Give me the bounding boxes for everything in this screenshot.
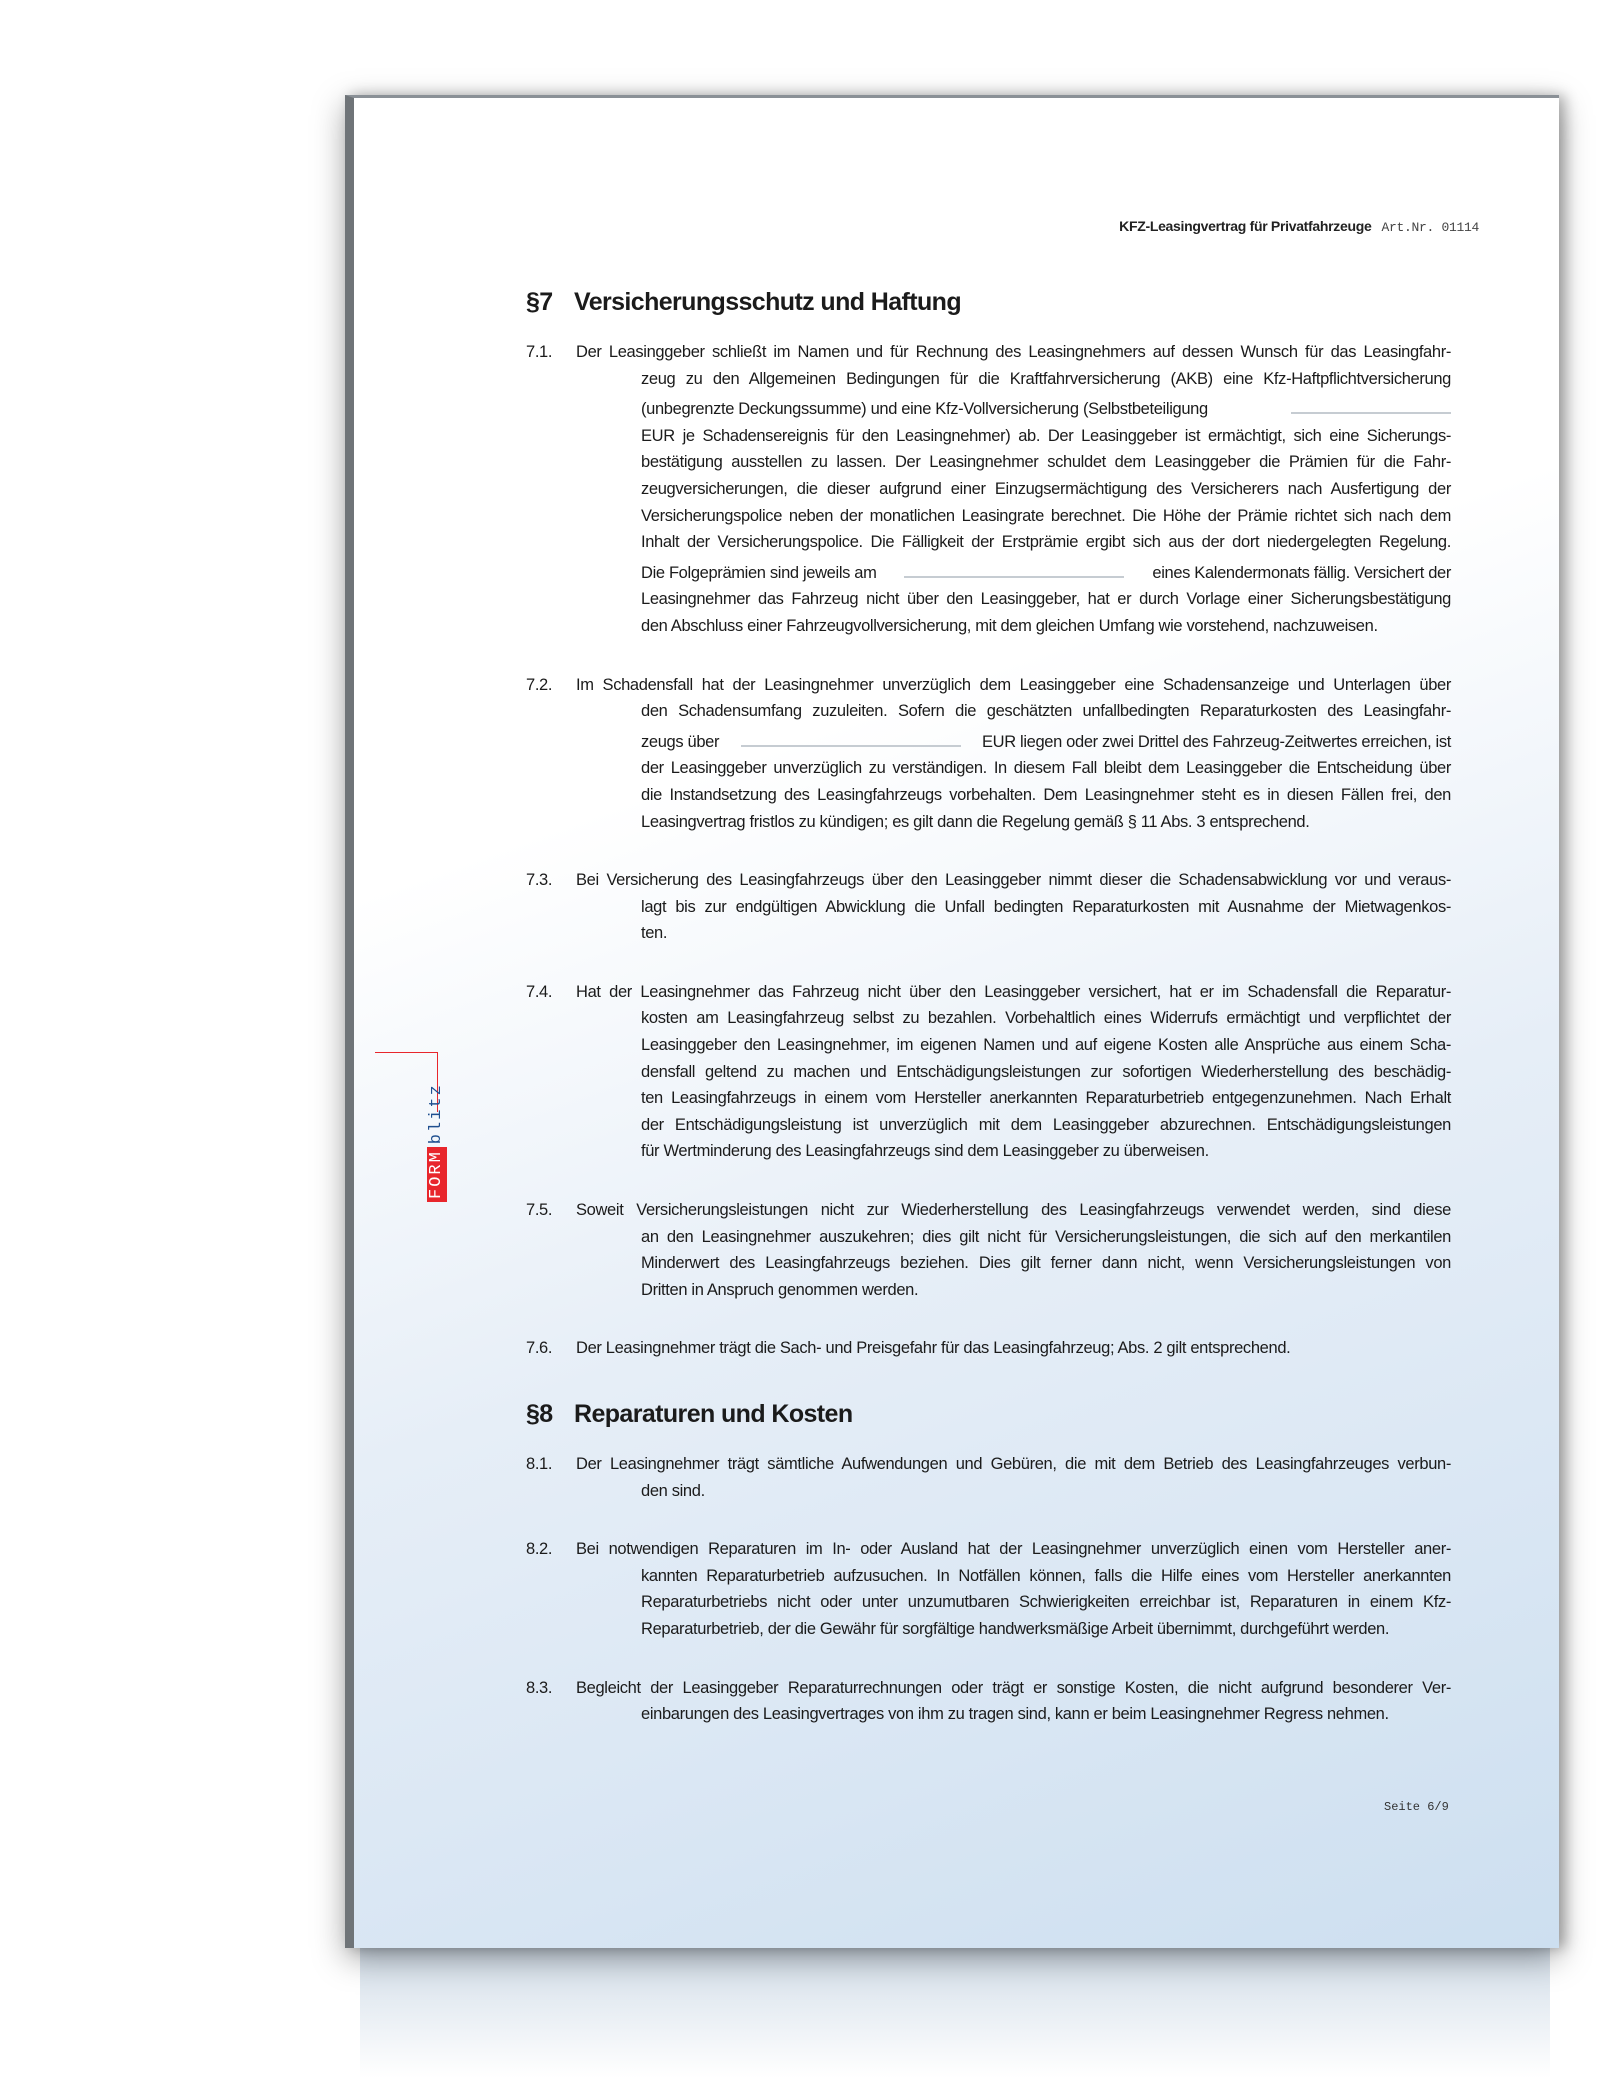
formblitz-logo xyxy=(415,1052,446,1202)
blank-input-field[interactable] xyxy=(741,725,961,747)
text-segment: zeugs über xyxy=(641,732,720,751)
document-header xyxy=(1119,218,1479,235)
text-line: den sind. xyxy=(641,1481,705,1500)
text-line: den Schadensumfang zuzuleiten. Sofern die geschätzten unfallbedingten Reparaturkosten des Leasingfahr- xyxy=(641,702,1451,721)
paragraph-number: 7.5. xyxy=(526,1201,553,1220)
text-line: Soweit Versicherungsleistungen nicht zur Wiederherstellung des Leasingfahrzeugs verwendet werden, sind diese xyxy=(576,1201,1451,1220)
paragraph-8-3 xyxy=(526,1675,1451,1728)
text-line: lagt bis zur endgültigen Abwicklung die Unfall bedingten Reparaturkosten mit Ausnahme der Mietwagenkos- xyxy=(641,897,1451,916)
document-page xyxy=(345,95,1559,1948)
page-number: Seite 6/9 xyxy=(1384,1800,1449,1814)
text-line: zeug zu den Allgemeinen Bedingungen für die Kraftfahrversicherung (AKB) eine Kfz-Haftpflichtversicherung xyxy=(641,369,1451,388)
text-line: bestätigung ausstellen zu lassen. Der Leasingnehmer schuldet dem Leasinggeber die Prämien für die Fahr- xyxy=(641,453,1451,472)
paragraph-number: 8.2. xyxy=(526,1540,553,1559)
text-line: einbarungen des Leasingvertrages von ihm zu tragen sind, kann er beim Leasingnehmer Regress nehmen. xyxy=(641,1705,1389,1724)
text-line: Leasingvertrag fristlos zu kündigen; es gilt dann die Regelung gemäß § 11 Abs. 3 entsprechend. xyxy=(641,812,1310,831)
text-line: die Instandsetzung des Leasingfahrzeugs vorbehalten. Dem Leasingnehmer steht es in diesen Fällen frei, den xyxy=(641,785,1451,804)
logo-form: FORM xyxy=(427,1147,447,1202)
section-title: Reparaturen und Kosten xyxy=(574,1400,853,1428)
text-line: Inhalt der Versicherungspolice. Die Fälligkeit der Erstprämie ergibt sich aus der dort niedergelegten Regelung. xyxy=(641,533,1451,552)
text-line: Der Leasingnehmer trägt die Sach- und Preisgefahr für das Leasingfahrzeug; Abs. 2 gilt entsprechend. xyxy=(576,1339,1291,1358)
paragraph-number: 7.6. xyxy=(526,1339,553,1358)
logo-text xyxy=(427,1080,447,1202)
text-line: Minderwert des Leasingfahrzeugs beziehen. Dies gilt ferner dann nicht, wenn Versicherungsleistungen von xyxy=(641,1254,1451,1273)
text-line: Reparaturbetrieb, der die Gewähr für sorgfältige handwerksmäßige Arbeit übernimmt, durchgeführt werden. xyxy=(641,1619,1390,1638)
text-line: densfall geltend zu machen und Entschädigungsleistungen zur sofortigen Wiederherstellung des beschädig- xyxy=(641,1062,1451,1081)
article-number: Art.Nr. 01114 xyxy=(1381,220,1479,235)
text-line: der Leasinggeber unverzüglich zu verständigen. In diesem Fall bleibt dem Leasinggeber die Entscheidung über xyxy=(641,759,1451,778)
text-line-with-field xyxy=(641,556,1451,587)
text-line: an den Leasingnehmer auszukehren; dies gilt nicht für Versicherungsleistungen, die sich auf den merkantilen xyxy=(641,1227,1451,1246)
text-segment: EUR liegen oder zwei Drittel des Fahrzeug-Zeitwertes erreichen, ist xyxy=(981,732,1451,751)
paragraph-number: 8.1. xyxy=(526,1455,553,1473)
paragraph-7-2 xyxy=(526,672,1451,836)
section-heading xyxy=(526,1400,1451,1429)
logo-blitz: blitz xyxy=(427,1083,446,1145)
section-title: Versicherungsschutz und Haftung xyxy=(574,288,962,316)
blank-input-field[interactable] xyxy=(1291,392,1451,414)
text-segment: Die Folgeprämien sind jeweils am xyxy=(641,563,877,582)
paragraph-7-3 xyxy=(526,867,1451,947)
text-line-with-field xyxy=(641,725,1451,756)
text-line: kosten am Leasingfahrzeug selbst zu bezahlen. Vorbehaltlich eines Widerrufs ermächtigt und verpflichtet der xyxy=(641,1009,1451,1028)
text-segment: (unbegrenzte Deckungssumme) und eine Kfz-Vollversicherung (Selbstbeteiligung xyxy=(641,400,1208,419)
paragraph-7-1 xyxy=(526,339,1451,640)
section-number: §8 xyxy=(526,1400,553,1428)
text-line: für Wertminderung des Leasingfahrzeugs sind dem Leasinggeber zu überweisen. xyxy=(641,1142,1209,1161)
paragraph-8-1 xyxy=(526,1451,1451,1504)
document-title: KFZ-Leasingvertrag für Privatfahrzeuge xyxy=(1119,218,1372,234)
text-line: zeugversicherungen, die dieser aufgrund einer Einzugsermächtigung des Versicherers nach Ausfertigung der xyxy=(641,479,1451,498)
text-line: Dritten in Anspruch genommen werden. xyxy=(641,1280,919,1299)
text-line: den Abschluss einer Fahrzeugvollversicherung, mit dem gleichen Umfang wie vorstehend, nachzuweisen. xyxy=(641,616,1378,635)
text-line: Reparaturbetriebs nicht oder unter unzumutbaren Schwierigkeiten erreichbar ist, Reparaturen in einem Kfz- xyxy=(641,1593,1451,1612)
paragraph-7-4 xyxy=(526,979,1451,1165)
text-segment: eines Kalendermonats fällig. Versichert der xyxy=(1152,563,1451,582)
text-line: Bei notwendigen Reparaturen im In- oder Ausland hat der Leasingnehmer unverzüglich einen vom Hersteller aner- xyxy=(576,1540,1451,1559)
text-line: der Entschädigungsleistung ist unverzüglich mit dem Leasinggeber abzurechnen. Entschädigungsleistungen xyxy=(641,1115,1451,1134)
paragraph-7-5 xyxy=(526,1197,1451,1303)
text-line: Versicherungspolice neben der monatlichen Leasingrate berechnet. Die Höhe der Prämie richtet sich nach dem xyxy=(641,506,1451,525)
paragraph-number: 8.3. xyxy=(526,1678,553,1697)
document-body xyxy=(526,288,1451,1760)
section-heading xyxy=(526,288,1451,317)
section-number: §7 xyxy=(526,288,553,316)
text-line-with-field xyxy=(641,392,1451,423)
text-line: ten Leasingfahrzeugs in einem vom Hersteller anerkannten Reparaturbetrieb entgegenzunehmen. Nach Erhalt xyxy=(641,1089,1451,1108)
paragraph-number: 7.1. xyxy=(526,343,553,361)
text-line: Leasingnehmer das Fahrzeug nicht über den Leasinggeber, hat er durch Vorlage einer Sicherungsbestätigung xyxy=(641,590,1451,609)
text-line: Begleicht der Leasinggeber Reparaturrechnungen oder trägt er sonstige Kosten, die nicht aufgrund besonderer Ver- xyxy=(576,1678,1451,1697)
page-reflection xyxy=(360,1948,1550,2078)
text-line: Bei Versicherung des Leasingfahrzeugs über den Leasinggeber nimmt dieser die Schadensabwicklung vor und veraus- xyxy=(576,871,1451,890)
blank-input-field[interactable] xyxy=(904,556,1124,578)
paragraph-number: 7.4. xyxy=(526,982,553,1001)
text-line: Der Leasinggeber schließt im Namen und für Rechnung des Leasingnehmers auf dessen Wunsch für das Leasingfahr- xyxy=(576,343,1451,361)
logo-line xyxy=(375,1052,437,1053)
paragraph-number: 7.3. xyxy=(526,871,553,890)
text-line: ten. xyxy=(641,924,668,943)
paragraph-7-6 xyxy=(526,1335,1451,1362)
text-line: Leasinggeber den Leasingnehmer, im eigenen Namen und auf eigene Kosten alle Ansprüche aus einem Scha- xyxy=(641,1036,1451,1055)
text-line: Hat der Leasingnehmer das Fahrzeug nicht über den Leasinggeber versichert, hat er im Schadensfall die Reparatur- xyxy=(576,982,1451,1001)
text-line: kannten Reparaturbetrieb aufzusuchen. In Notfällen können, falls die Hilfe eines vom Hersteller anerkannten xyxy=(641,1566,1451,1585)
text-line: Im Schadensfall hat der Leasingnehmer unverzüglich dem Leasinggeber eine Schadensanzeige und Unterlagen über xyxy=(576,675,1451,694)
paragraph-8-2 xyxy=(526,1536,1451,1642)
paragraph-number: 7.2. xyxy=(526,675,553,694)
text-line: Der Leasingnehmer trägt sämtliche Aufwendungen und Gebüren, die mit dem Betrieb des Leasingfahrzeuges verbun- xyxy=(576,1455,1451,1473)
text-line: EUR je Schadensereignis für den Leasingnehmer) ab. Der Leasinggeber ist ermächtigt, sich eine Sicherungs- xyxy=(641,426,1451,445)
